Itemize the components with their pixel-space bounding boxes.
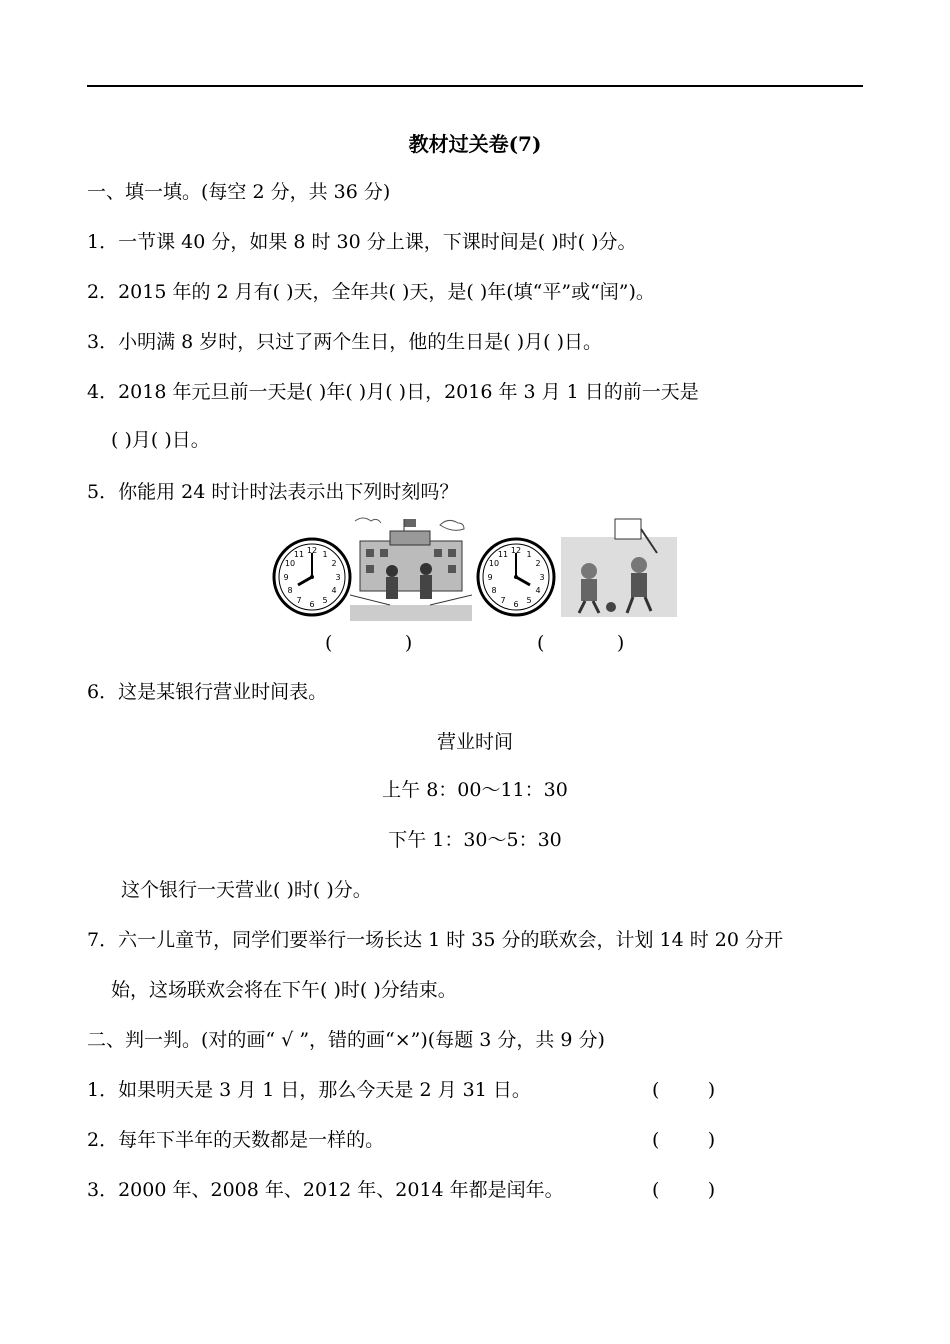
question-5: 5．你能用 24 时计时法表示出下列时刻吗？ — [87, 481, 459, 503]
svg-text:3: 3 — [335, 573, 341, 582]
svg-text:11: 11 — [293, 550, 305, 559]
question-4-line1: 4．2018 年元旦前一天是( )年( )月( )日，2016 年 3 月 1 日的前一天是 — [87, 381, 699, 403]
judge-blank-1: ( ) — [652, 1079, 716, 1101]
basketball-scene-illustration — [557, 513, 681, 621]
hours-morning: 上午 8：00～11：30 — [382, 779, 568, 801]
svg-text:10: 10 — [284, 559, 296, 568]
svg-text:9: 9 — [487, 573, 493, 582]
question-6: 6．这是某银行营业时间表。 — [87, 681, 328, 703]
question-7-line1: 7．六一儿童节，同学们要举行一场长达 1 时 35 分的联欢会，计划 14 时 20 分开 — [87, 929, 784, 951]
svg-text:1: 1 — [322, 550, 328, 559]
svg-text:12: 12 — [510, 546, 522, 555]
question-4-line2: ( )月( )日。 — [111, 429, 210, 451]
hours-table-title: 营业时间 — [436, 731, 513, 753]
svg-text:5: 5 — [322, 596, 328, 605]
svg-text:4: 4 — [535, 586, 541, 595]
svg-text:2: 2 — [331, 559, 337, 568]
question-2: 2．2015 年的 2 月有( )天，全年共( )天，是( )年(填“平”或“闰”)。 — [87, 281, 655, 303]
clock-icon — [475, 513, 557, 621]
svg-text:7: 7 — [296, 596, 302, 605]
svg-text:6: 6 — [513, 600, 519, 609]
judge-item-1: 1．如果明天是 3 月 1 日，那么今天是 2 月 31 日。 — [87, 1079, 531, 1101]
svg-text:1: 1 — [526, 550, 532, 559]
svg-text:11: 11 — [497, 550, 509, 559]
svg-text:8: 8 — [491, 586, 497, 595]
question-1: 1．一节课 40 分，如果 8 时 30 分上课，下课时间是( )时( )分。 — [87, 231, 637, 253]
svg-text:8: 8 — [287, 586, 293, 595]
judge-item-3: 3．2000 年、2008 年、2012 年、2014 年都是闰年。 — [87, 1179, 564, 1201]
section2-heading: 二、判一判。(对的画“ √ ”，错的画“×”)(每题 3 分，共 9 分) — [87, 1029, 605, 1051]
question-6-prompt: 这个银行一天营业( )时( )分。 — [121, 879, 372, 901]
header-rule — [87, 85, 863, 87]
svg-text:7: 7 — [500, 596, 506, 605]
judge-blank-3: ( ) — [652, 1179, 716, 1201]
section1-heading: 一、填一填。(每空 2 分，共 36 分) — [87, 181, 391, 203]
question-3: 3．小明满 8 岁时，只过了两个生日，他的生日是( )月( )日。 — [87, 331, 602, 353]
judge-blank-2: ( ) — [652, 1129, 716, 1151]
svg-text:3: 3 — [539, 573, 545, 582]
answer-blank-right: ( ) — [537, 632, 625, 654]
svg-text:10: 10 — [488, 559, 500, 568]
svg-text:5: 5 — [526, 596, 532, 605]
page-title: 教材过关卷(7) — [408, 132, 542, 156]
question-7-line2: 始，这场联欢会将在下午( )时( )分结束。 — [111, 979, 457, 1001]
school-scene-illustration — [350, 513, 472, 621]
hours-afternoon: 下午 1：30～5：30 — [388, 829, 562, 851]
svg-text:9: 9 — [283, 573, 289, 582]
svg-text:2: 2 — [535, 559, 541, 568]
judge-item-2: 2．每年下半年的天数都是一样的。 — [87, 1129, 385, 1151]
svg-text:4: 4 — [331, 586, 337, 595]
answer-blank-left: ( ) — [325, 632, 413, 654]
clock-icon — [271, 513, 353, 621]
svg-text:12: 12 — [306, 546, 318, 555]
svg-text:6: 6 — [309, 600, 315, 609]
